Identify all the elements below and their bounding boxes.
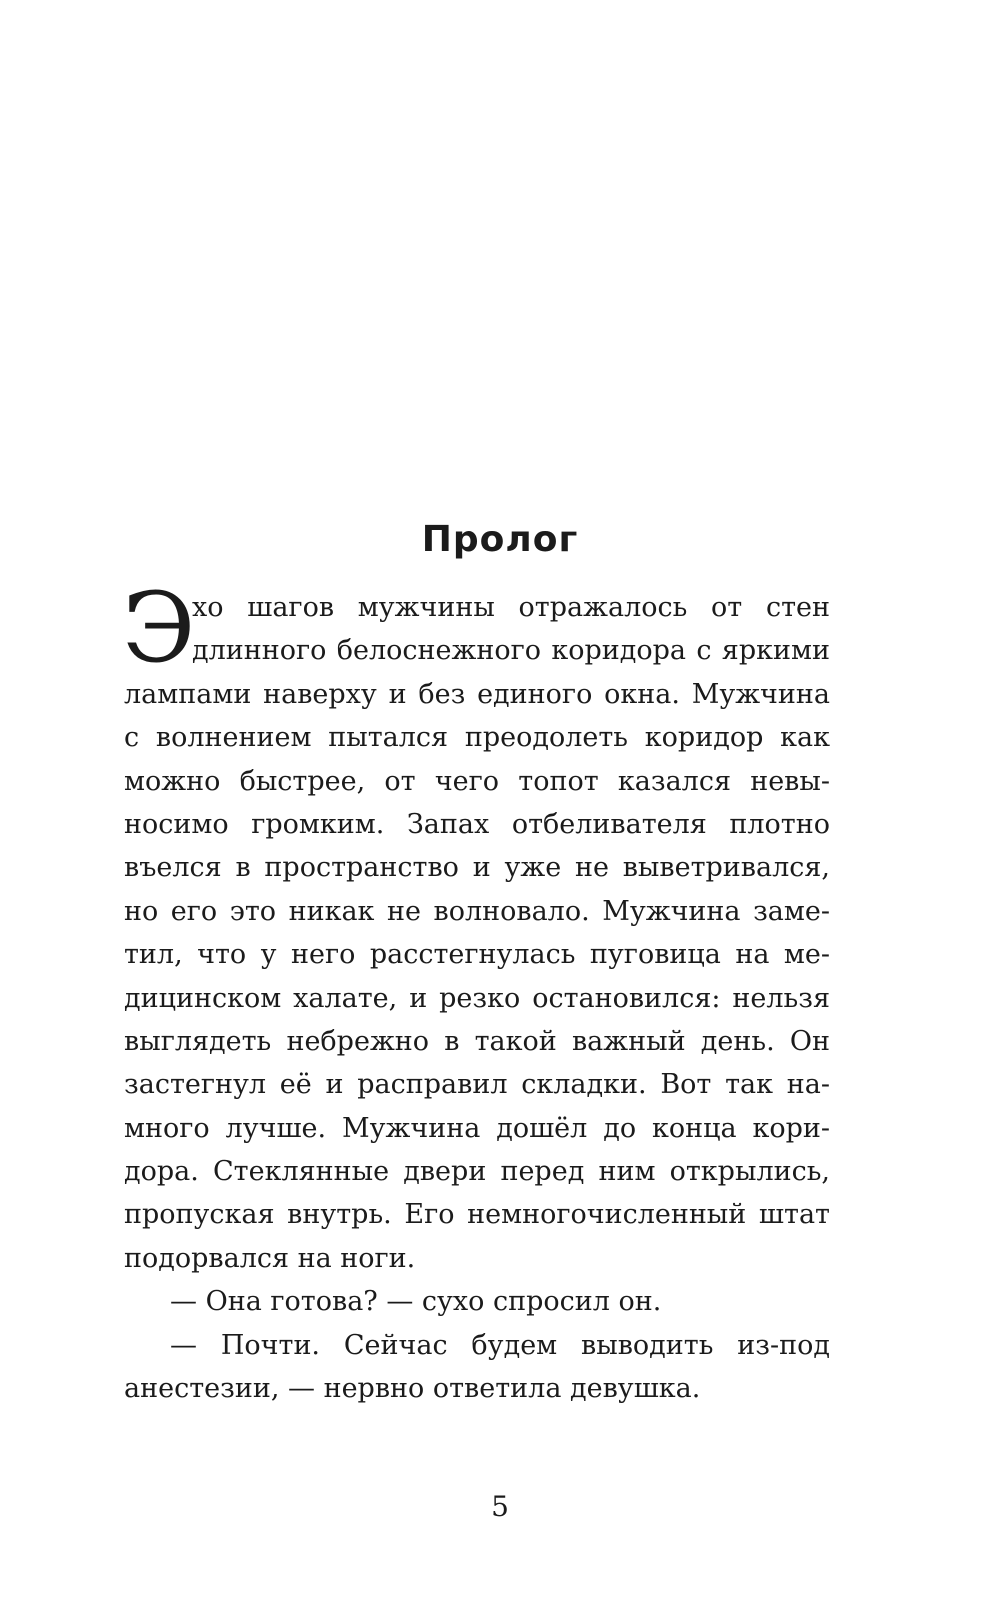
text-line: с волнением пытался преодолеть коридор как [124,722,830,754]
text-line: пропуская внутрь. Его немногочисленный штат [124,1199,830,1231]
drop-cap: Э [122,572,196,684]
text-line: хо шагов мужчины отражалось от стен [192,592,830,623]
dialogue-line: — Она готова? — сухо спросил он. [170,1286,662,1318]
text-line: дицинском халате, и резко остановился: нельзя [124,982,830,1014]
text-line: выглядеть небрежно в такой важный день. Он [124,1025,830,1057]
text-line: можно быстрее, от чего топот казался невы- [124,765,830,797]
chapter-title: Пролог [421,519,579,560]
text-line: подорвался на ноги. [124,1242,416,1274]
text-line: носимо громким. Запах отбеливателя плотно [124,808,830,840]
text-line: застегнул её и расправил складки. Вот так на- [124,1069,830,1101]
text-line: дора. Стеклянные двери перед ним открылись, [124,1156,830,1188]
page-number: 5 [491,1490,509,1523]
dialogue-line: — Почти. Сейчас будем выводить из-под [170,1329,830,1361]
text-line: лампами наверху и без единого окна. Мужчина [124,678,830,710]
text-line: но его это никак не волновало. Мужчина заме- [124,895,830,927]
dialogue-line: анестезии, — нервно ответила девушка. [124,1373,701,1405]
text-line: длинного белоснежного коридора с яркими [192,635,830,667]
chapter-text [122,572,830,1410]
text-line: въелся в пространство и уже не выветривался, [124,852,830,884]
text-line: тил, что у него расстегнулась пуговица на ме- [124,939,830,971]
text-line: много лучше. Мужчина дошёл до конца кори- [124,1112,830,1144]
